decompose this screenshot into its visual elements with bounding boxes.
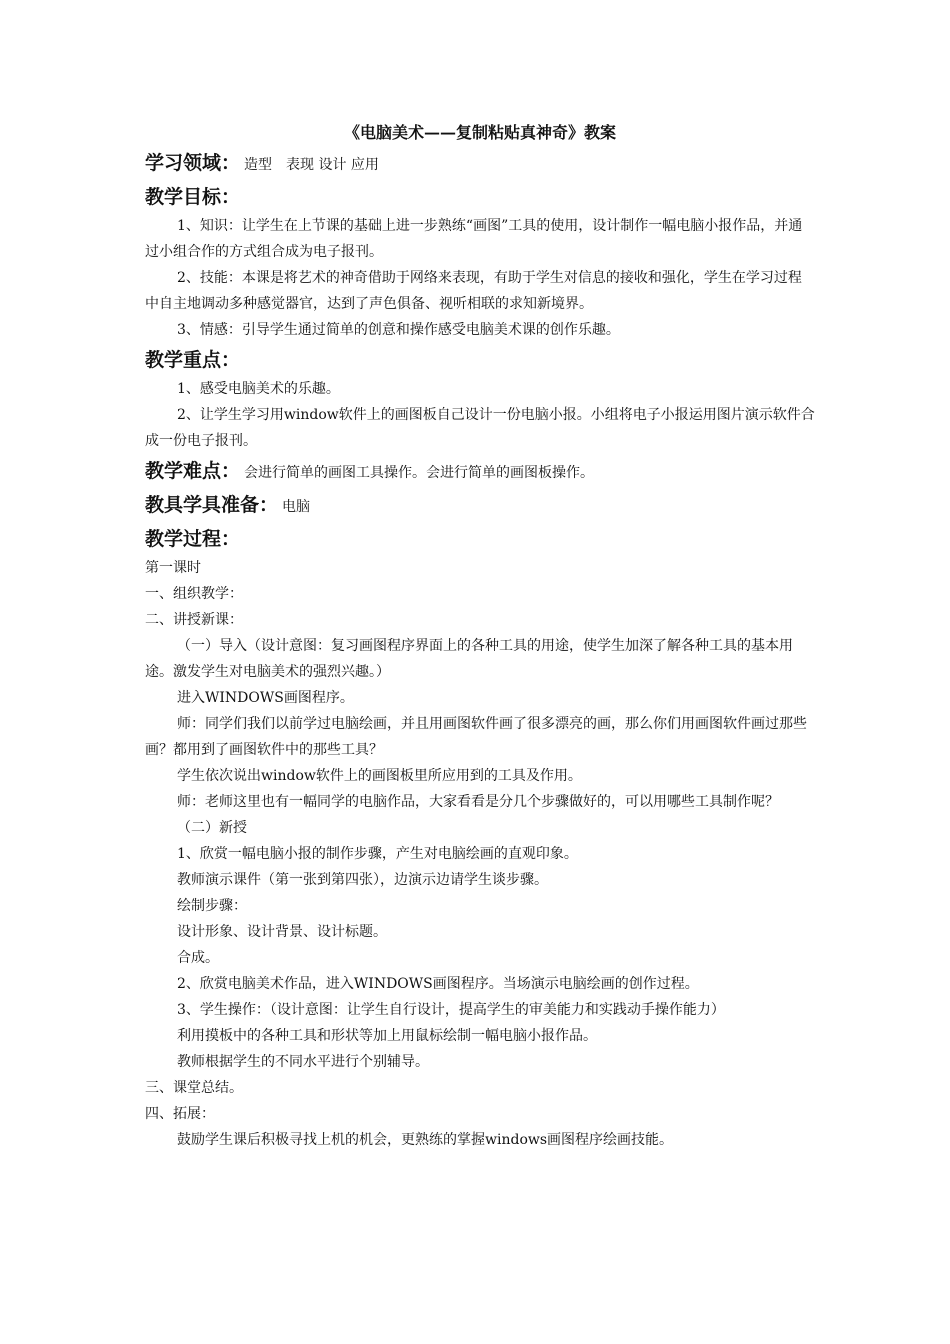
paragraph: 设计形象、设计背景、设计标题。 [177,924,387,940]
paragraph: 3、学生操作：（设计意图：让学生自行设计，提高学生的审美能力和实践动手操作能力） [177,1002,725,1018]
paragraph: （一）导入（设计意图：复习画图程序界面上的各种工具的用途，使学生加深了解各种工具的基本用途。激发学生对电脑美术的强烈兴趣。） [145,638,793,680]
paragraph: 2、技能：本课是将艺术的神奇借助于网络来表现，有助于学生对信息的接收和强化，学生在学习过程中自主地调动多种感觉器官，达到了声色俱备、视听相联的求知新境界。 [145,270,802,312]
paragraph: 2、让学生学习用window软件上的画图板自己设计一份电脑小报。小组将电子小报运用图片演示软件合成一份电子报刊。 [145,407,815,449]
section-heading: 教学重点： [145,349,241,371]
paragraph: 合成。 [177,950,219,966]
section-heading: 学习领域： [145,152,241,174]
paragraph: 二、讲授新课： [145,612,243,628]
section-text: 会进行简单的画图工具操作。会进行简单的画图板操作。 [244,465,595,481]
document-body [145,120,815,1153]
section-text: 电脑 [282,499,311,515]
paragraph: 师：老师这里也有一幅同学的电脑作品，大家看看是分几个步骤做好的，可以用哪些工具制作呢？ [177,794,779,810]
section-difficulty [145,456,815,488]
paragraph: 教师演示课件（第一张到第四张），边演示边请学生谈步骤。 [177,872,548,888]
paragraph: 一、组织教学： [145,586,243,602]
paragraph: 1、知识：让学生在上节课的基础上进一步熟练“画图”工具的使用，设计制作一幅电脑小报作品，并通过小组合作的方式组合成为电子报刊。 [145,218,803,260]
section-heading: 教具学具准备： [145,494,279,516]
paragraph: 鼓励学生课后积极寻找上机的机会，更熟练的掌握windows画图程序绘画技能。 [177,1132,674,1148]
paragraph: 四、拓展： [145,1106,215,1122]
paragraph: 2、欣赏电脑美术作品，进入WINDOWS画图程序。当场演示电脑绘画的创作过程。 [177,976,699,992]
paragraph: 进入WINDOWS画图程序。 [177,690,354,706]
paragraph: 1、感受电脑美术的乐趣。 [177,381,340,397]
paragraph: 第一课时 [145,560,201,576]
section-process [145,524,815,555]
paragraph: 教师根据学生的不同水平进行个别辅导。 [177,1054,429,1070]
document-title: 《电脑美术——复制粘贴真神奇》教案 [343,123,616,142]
paragraph: 1、欣赏一幅电脑小报的制作步骤，产生对电脑绘画的直观印象。 [177,846,578,862]
paragraph: 学生依次说出window软件上的画图板里所应用到的工具及作用。 [177,768,582,784]
section-tools [145,490,815,522]
section-learning-field [145,148,815,180]
section-heading: 教学难点： [145,460,241,482]
paragraph: 绘制步骤： [177,898,247,914]
section-text: 造型 表现 设计 应用 [244,157,379,173]
paragraph: 师：同学们我们以前学过电脑绘画，并且用画图软件画了很多漂亮的画，那么你们用画图软件画过那些画？都用到了画图软件中的那些工具？ [145,716,807,758]
section-key-points [145,345,815,376]
section-heading: 教学目标： [145,186,241,208]
paragraph: 利用摸板中的各种工具和形状等加上用鼠标绘制一幅电脑小报作品。 [177,1028,597,1044]
paragraph: 三、课堂总结。 [145,1080,243,1096]
section-goals [145,182,815,213]
section-heading: 教学过程： [145,528,241,550]
paragraph: 3、情感：引导学生通过简单的创意和操作感受电脑美术课的创作乐趣。 [177,322,620,338]
paragraph: （二）新授 [177,820,247,836]
